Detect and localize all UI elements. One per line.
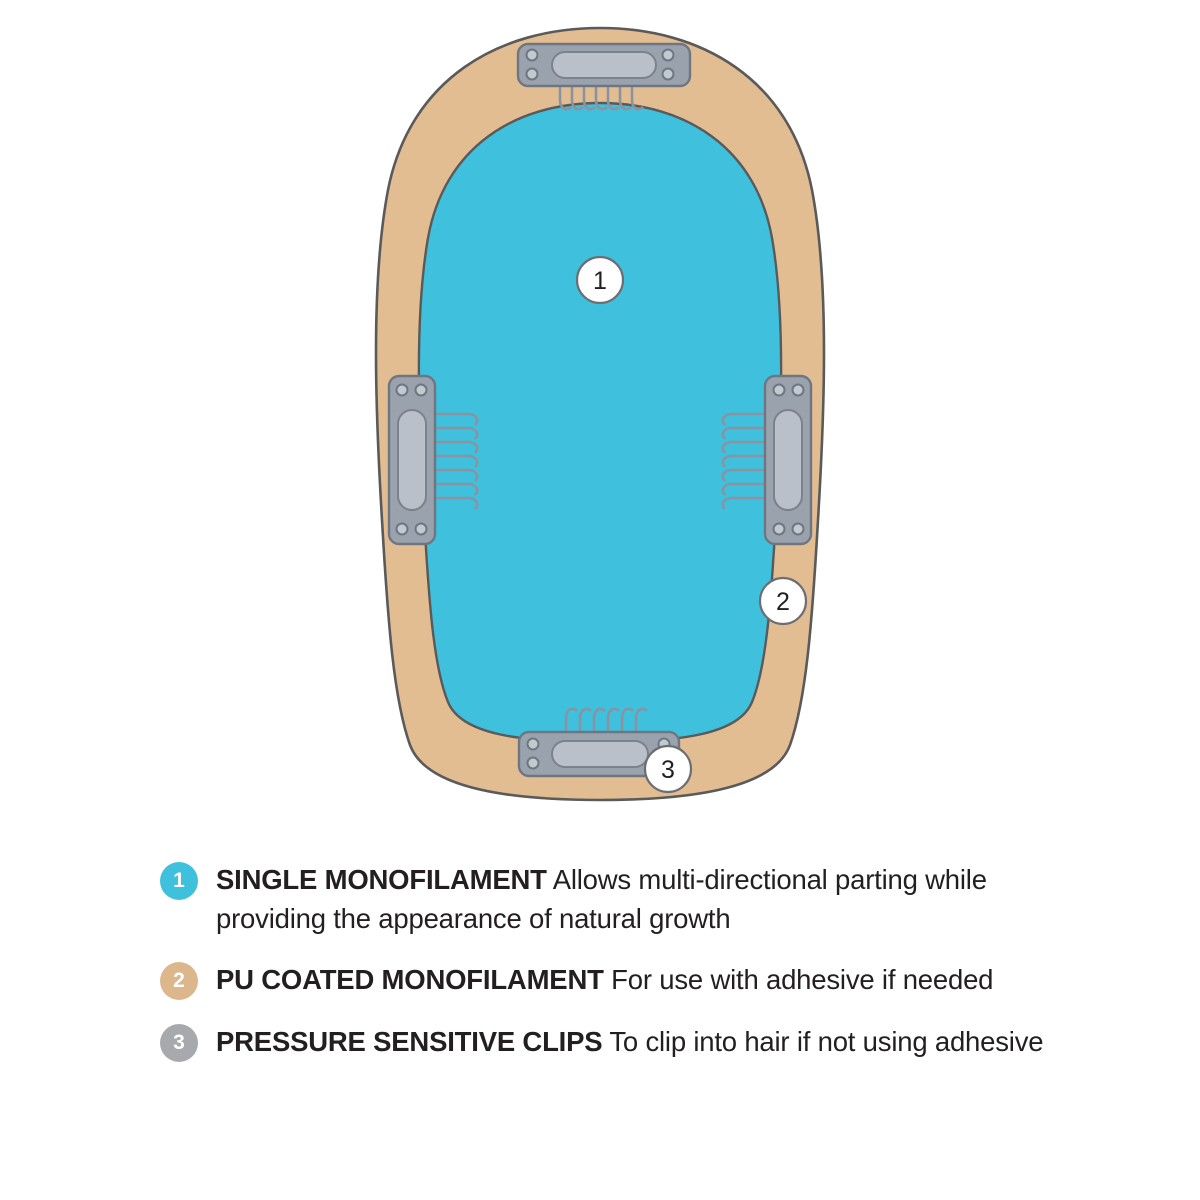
clip-top-rivet bbox=[527, 69, 538, 80]
legend bbox=[0, 860, 1200, 1084]
callout-marker-1 bbox=[577, 257, 623, 303]
clip-left-rivet bbox=[397, 385, 408, 396]
mono-inner-outline bbox=[419, 103, 781, 742]
legend-item-3 bbox=[0, 1022, 1200, 1062]
legend-badge-1: 1 bbox=[160, 862, 198, 900]
clip-right-rivet bbox=[793, 385, 804, 396]
legend-badge-3: 3 bbox=[160, 1024, 198, 1062]
clip-right-rivet bbox=[774, 524, 785, 535]
legend-badge-2: 2 bbox=[160, 962, 198, 1000]
callout-marker-3 bbox=[645, 746, 691, 792]
callout-marker-1-label: 1 bbox=[593, 267, 607, 295]
legend-text-3 bbox=[216, 1022, 1043, 1061]
callout-marker-2-label: 2 bbox=[776, 588, 790, 616]
callout-marker-2 bbox=[760, 578, 806, 624]
clip-left-rivet bbox=[397, 524, 408, 535]
legend-description-3: To clip into hair if not using adhesive bbox=[609, 1026, 1044, 1058]
clip-left-rivet bbox=[416, 385, 427, 396]
clip-bottom-rivet bbox=[528, 758, 539, 769]
clip-right-rivet bbox=[793, 524, 804, 535]
clip-bottom-slot bbox=[552, 741, 648, 767]
legend-description-1: Allows multi-directional parting while providing the appearance of natural growth bbox=[216, 864, 987, 935]
legend-text-1 bbox=[216, 860, 1050, 938]
clip-right-slot bbox=[774, 410, 802, 510]
clip-right-rivet bbox=[774, 385, 785, 396]
legend-term-2: PU COATED MONOFILAMENT bbox=[216, 964, 604, 996]
clip-bottom-rivet bbox=[528, 739, 539, 750]
legend-text-2 bbox=[216, 960, 993, 999]
legend-item-1 bbox=[0, 860, 1200, 938]
clip-top-rivet bbox=[663, 69, 674, 80]
clip-top-slot bbox=[552, 52, 656, 78]
clip-top-rivet bbox=[663, 50, 674, 61]
clip-left-rivet bbox=[416, 524, 427, 535]
callout-marker-3-label: 3 bbox=[661, 756, 675, 784]
legend-term-3: PRESSURE SENSITIVE CLIPS bbox=[216, 1026, 603, 1058]
clip-left-slot bbox=[398, 410, 426, 510]
legend-term-1: SINGLE MONOFILAMENT bbox=[216, 864, 547, 895]
legend-description-2: For use with adhesive if needed bbox=[611, 964, 994, 996]
clip-top-rivet bbox=[527, 50, 538, 61]
single-monofilament-area bbox=[419, 103, 781, 742]
legend-item-2 bbox=[0, 960, 1200, 1000]
